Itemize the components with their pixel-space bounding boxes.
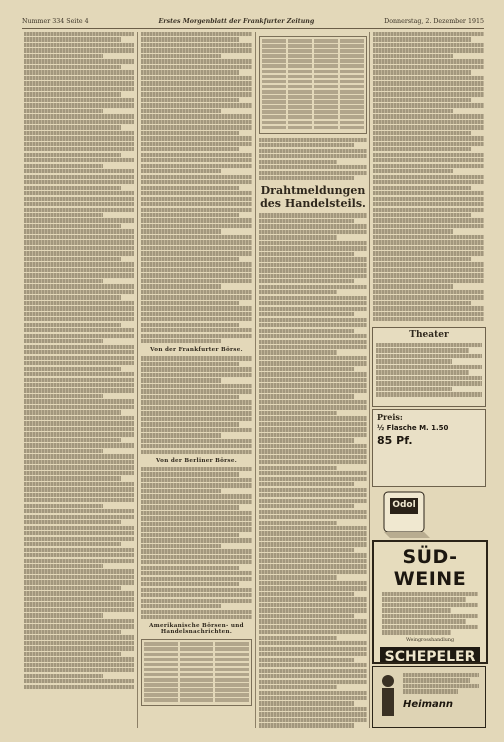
heim-ad	[372, 666, 486, 728]
column-rule	[255, 32, 256, 728]
odol-bottle-icon	[378, 488, 430, 538]
frankfurter-boerse-heading: Von der Frankfurter Börse.	[150, 347, 243, 354]
preis-label: Preis:	[377, 412, 403, 422]
header-right: Donnerstag, 2. Dezember 1915	[384, 17, 484, 25]
heim-figure-icon	[377, 673, 399, 719]
theater-title: Theater	[409, 330, 449, 340]
frankfurter-boerse-text	[141, 356, 252, 454]
header-left: Nummer 334 Seite 4	[22, 17, 89, 25]
amerikanische-heading: Amerikanische Börsen- und Handelsnachrichten.	[149, 623, 244, 636]
column-1-text	[24, 32, 134, 728]
drahtmeldungen-heading: Drahtmeldungen des Handelsteils.	[260, 184, 366, 211]
column-3-text-top	[259, 138, 367, 181]
column-rule	[137, 32, 138, 728]
header-center: Erstes Morgenblatt der Frankfurter Zeitung	[158, 17, 315, 25]
heim-name: Heimann	[403, 699, 453, 710]
column-4-text	[373, 32, 484, 322]
drahtmeldungen-text	[259, 213, 367, 728]
amerikanische-table	[141, 639, 252, 706]
new-york-table	[259, 36, 367, 134]
schepeler-banner: SCHEPELER	[380, 647, 480, 664]
column-3	[259, 32, 367, 728]
berliner-boerse-heading: Von der Berliner Börse.	[156, 457, 237, 464]
preis-line-1: ½ Flasche M. 1.50	[377, 424, 449, 432]
odol-price-ad	[372, 409, 486, 487]
theater-ad	[372, 327, 486, 407]
column-2	[141, 32, 252, 728]
odol-label: Odol	[392, 500, 416, 510]
column-2-text-top	[141, 32, 252, 343]
preis-line-2: 85 Pf.	[377, 434, 413, 447]
schepeler-tagline: Weingrosshandlung	[405, 637, 455, 643]
column-rule	[369, 32, 370, 728]
sued-weine-ad	[372, 540, 488, 664]
berliner-boerse-text	[141, 467, 252, 619]
page-header	[22, 14, 484, 29]
sued-weine-title: SÜD-WEINE	[393, 546, 467, 590]
